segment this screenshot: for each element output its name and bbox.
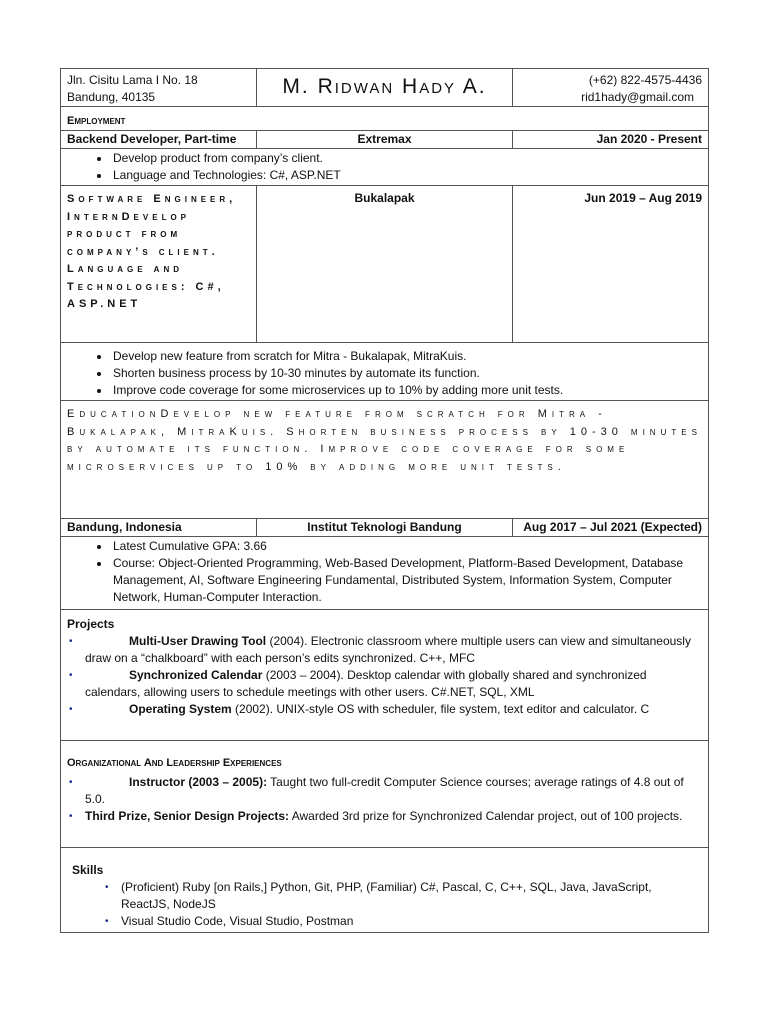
address-line-2: Bandung, 40135	[67, 90, 156, 104]
list-item: • Course: Object-Oriented Programming, Web-Based Development, Platform-Based Development, Database Management, AI, Software Engineering Fundamental, Distributed System, Information System, Computer Network, Human-Computer Interaction.	[111, 555, 702, 606]
project-item: • Operating System (2002). UNIX-style OS with scheduler, file system, text editor and calculator. C	[83, 701, 702, 718]
job1-bullets	[61, 149, 709, 186]
org-heading: Organizational And Leadership Experiences	[67, 757, 282, 769]
education-heading-block: EducationDevelop new feature from scratch for Mitra - Bukalapak, MitraKuis. Shorten business process by 10-30 minutes by automate its function. Improve code coverage for some microservices up to 10% by adding more unit tests.	[61, 401, 709, 519]
resume-table	[60, 68, 709, 933]
list-item: • Improve code coverage for some microservices up to 10% by adding more unit tests.	[111, 382, 702, 399]
list-item: • Shorten business process by 10-30 minutes by automate its function.	[111, 365, 702, 382]
contact-cell	[513, 69, 709, 107]
address-line-1: Jln. Cisitu Lama I No. 18	[67, 73, 198, 87]
org-item: • Third Prize, Senior Design Projects: Awarded 3rd prize for Synchronized Calendar project, out of 100 projects.	[83, 808, 702, 825]
list-item: • Language and Technologies: C#, ASP.NET	[111, 167, 702, 184]
project-item: • Multi-User Drawing Tool (2004). Electronic classroom where multiple users can view and simultaneously draw on a “chalkboard” with each person’s edits synchronized. C++, MFC	[83, 633, 702, 667]
job2-date: Jun 2019 – Aug 2019	[513, 186, 709, 343]
education-bullets	[61, 537, 709, 610]
job2-title-block: Software Engineer, InternDevelop product from company’s client. Language and Technologies: C#, ASP.NET	[61, 186, 257, 343]
job1-company: Extremax	[257, 131, 513, 149]
skill-item: • Visual Studio Code, Visual Studio, Postman	[119, 913, 702, 930]
job2-bullets	[61, 343, 709, 401]
list-item: • Latest Cumulative GPA: 3.66	[111, 538, 702, 555]
job1-title: Backend Developer, Part-time	[61, 131, 257, 149]
projects-heading: Projects	[67, 617, 115, 631]
skills-section	[61, 848, 709, 933]
job1-row	[61, 131, 709, 149]
address-cell	[61, 69, 257, 107]
job2-company: Bukalapak	[257, 186, 513, 343]
education-location: Bandung, Indonesia	[61, 519, 257, 537]
skill-item: • (Proficient) Ruby [on Rails,] Python, Git, PHP, (Familiar) C#, Pascal, C, C++, SQL, Java, JavaScript, ReactJS, NodeJS	[119, 879, 702, 913]
education-school: Institut Teknologi Bandung	[257, 519, 513, 537]
education-row	[61, 519, 709, 537]
education-date: Aug 2017 – Jul 2021 (Expected)	[513, 519, 709, 537]
employment-heading: Employment	[61, 107, 709, 131]
job2-row	[61, 186, 709, 343]
candidate-name: M. Ridwan Hady A.	[257, 69, 513, 107]
skills-heading: Skills	[72, 863, 104, 877]
list-item: • Develop product from company’s client.	[111, 150, 702, 167]
email-link[interactable]: rid1hady@gmail.com	[581, 90, 694, 104]
header-row	[61, 69, 709, 107]
project-item: • Synchronized Calendar (2003 – 2004). Desktop calendar with globally shared and synchronized calendars, allowing users to schedule meetings with other users. C#.NET, SQL, XML	[83, 667, 702, 701]
projects-section	[61, 610, 709, 741]
resume-page	[60, 68, 708, 933]
job1-date: Jan 2020 - Present	[513, 131, 709, 149]
list-item: • Develop new feature from scratch for Mitra - Bukalapak, MitraKuis.	[111, 348, 702, 365]
org-item: • Instructor (2003 – 2005): Taught two full-credit Computer Science courses; average ratings of 4.8 out of 5.0.	[83, 774, 702, 808]
phone-number: (+62) 822-4575-4436	[588, 73, 702, 87]
org-section	[61, 741, 709, 848]
